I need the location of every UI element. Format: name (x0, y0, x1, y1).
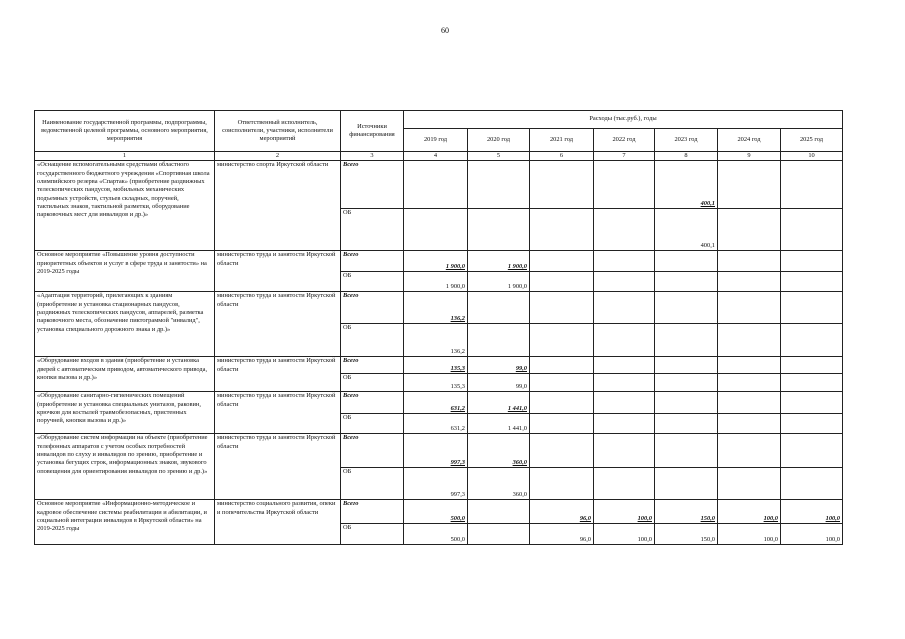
ob-value (781, 468, 843, 500)
total-value: 100,0 (781, 500, 843, 524)
total-value (781, 357, 843, 374)
source-ob-label: ОБ (341, 209, 404, 251)
ob-value (655, 324, 718, 357)
total-value (530, 161, 594, 209)
total-value: 100,0 (718, 500, 781, 524)
ob-value (718, 414, 781, 434)
source-total-label: Всего (341, 251, 404, 272)
total-value: 136,2 (404, 292, 468, 324)
ob-value: 1 900,0 (404, 272, 468, 292)
total-value (718, 392, 781, 414)
ob-value (594, 414, 655, 434)
ob-value: 1 900,0 (468, 272, 530, 292)
ob-value (718, 272, 781, 292)
activity-name: «Оборудование систем информации на объекте (приобретение телефонных аппаратов с учетом особых потребностей инвалидов по слуху и инвалидов по зрению, приобретение и установка бегущих строк, информационных знаков, звукового оповещения для ориентирования инвалидов по зрению и др.)» (35, 434, 215, 500)
ob-value (530, 414, 594, 434)
total-value (655, 292, 718, 324)
source-total-label: Всего (341, 392, 404, 414)
source-total-label: Всего (341, 500, 404, 524)
total-value (594, 434, 655, 468)
source-total-label: Всего (341, 434, 404, 468)
source-ob-label: ОБ (341, 324, 404, 357)
total-value (781, 251, 843, 272)
column-index: 7 (594, 152, 655, 161)
ob-value: 100,0 (594, 524, 655, 545)
table-row (35, 500, 843, 524)
total-value (718, 357, 781, 374)
ob-value (468, 524, 530, 545)
header-expenses: Расходы (тыс.руб.), годы (404, 111, 843, 129)
budget-table (34, 110, 843, 545)
ob-value (718, 468, 781, 500)
total-value (718, 434, 781, 468)
total-value: 100,0 (594, 500, 655, 524)
total-value: 1 441,0 (468, 392, 530, 414)
ob-value (718, 209, 781, 251)
source-ob-label: ОБ (341, 414, 404, 434)
header-year: 2024 год (718, 129, 781, 152)
total-value (594, 161, 655, 209)
ob-value: 100,0 (718, 524, 781, 545)
ob-value: 997,3 (404, 468, 468, 500)
ob-value (530, 374, 594, 392)
column-index: 4 (404, 152, 468, 161)
total-value: 135,3 (404, 357, 468, 374)
activity-name: «Оснащение вспомогательными средствами областного государственного бюджетного учреждения «Спортивная школа олимпийского резерва «Спартак» (приобретение раздвижных телескопических пандусов, мобильных механических подъемных устройств, стульев складных, поручней, тактильных знаков, тактильной разметки, оборудование парковочных мест для инвалидов и др.)» (35, 161, 215, 251)
ob-value (530, 272, 594, 292)
column-index: 1 (35, 152, 215, 161)
column-index: 6 (530, 152, 594, 161)
ob-value: 150,0 (655, 524, 718, 545)
total-value: 1 900,0 (468, 251, 530, 272)
column-index: 10 (781, 152, 843, 161)
source-total-label: Всего (341, 161, 404, 209)
total-value (655, 251, 718, 272)
ob-value: 360,0 (468, 468, 530, 500)
total-value (655, 357, 718, 374)
page-number: 60 (441, 26, 449, 35)
total-value (530, 392, 594, 414)
table-row (35, 434, 843, 468)
activity-name: Основное мероприятие «Информационно-методическое и кадровое обеспечение системы реабилитации и абилитации, и социальной интеграции инвалидов в Иркутской области» на 2019-2025 годы (35, 500, 215, 545)
executor: министерство труда и занятости Иркутской области (215, 434, 341, 500)
ob-value: 136,2 (404, 324, 468, 357)
header-year: 2021 год (530, 129, 594, 152)
total-value: 997,3 (404, 434, 468, 468)
total-value (530, 434, 594, 468)
header-name: Наименование государственной программы, подпрограммы, ведомственной целевой программы, основного мероприятия, мероприятия (35, 111, 215, 152)
ob-value (530, 468, 594, 500)
ob-value (781, 414, 843, 434)
table-row (35, 251, 843, 272)
source-ob-label: ОБ (341, 272, 404, 292)
ob-value (594, 209, 655, 251)
source-ob-label: ОБ (341, 524, 404, 545)
ob-value (781, 324, 843, 357)
ob-value (781, 209, 843, 251)
ob-value: 100,0 (781, 524, 843, 545)
total-value (468, 500, 530, 524)
ob-value: 400,1 (655, 209, 718, 251)
source-ob-label: ОБ (341, 374, 404, 392)
ob-value (655, 374, 718, 392)
header-executor: Ответственный исполнитель, соисполнители, участники, исполнители мероприятий (215, 111, 341, 152)
total-value (781, 392, 843, 414)
ob-value (530, 324, 594, 357)
ob-value (468, 209, 530, 251)
ob-value (594, 324, 655, 357)
ob-value (594, 468, 655, 500)
total-value: 99,0 (468, 357, 530, 374)
total-value (594, 392, 655, 414)
executor: министерство спорта Иркутской области (215, 161, 341, 251)
ob-value: 1 441,0 (468, 414, 530, 434)
executor: министерство труда и занятости Иркутской области (215, 392, 341, 434)
ob-value (594, 272, 655, 292)
column-index: 8 (655, 152, 718, 161)
ob-value: 631,2 (404, 414, 468, 434)
total-value: 1 900,0 (404, 251, 468, 272)
total-value (594, 357, 655, 374)
table-row (35, 357, 843, 374)
column-index: 5 (468, 152, 530, 161)
ob-value (655, 468, 718, 500)
total-value (781, 161, 843, 209)
header-year: 2019 год (404, 129, 468, 152)
total-value: 150,0 (655, 500, 718, 524)
ob-value (655, 414, 718, 434)
total-value (718, 161, 781, 209)
activity-name: «Оборудование входов в здания (приобретение и установка дверей с автоматическим приводом, автоматического привода, кнопки вызова и др.)» (35, 357, 215, 392)
table-row (35, 161, 843, 209)
total-value (468, 161, 530, 209)
ob-value: 500,0 (404, 524, 468, 545)
total-value (404, 161, 468, 209)
total-value (655, 392, 718, 414)
ob-value (718, 374, 781, 392)
table-row (35, 292, 843, 324)
total-value (655, 434, 718, 468)
total-value (718, 292, 781, 324)
executor: министерство труда и занятости Иркутской области (215, 357, 341, 392)
total-value (781, 434, 843, 468)
executor: министерство труда и занятости Иркутской области (215, 292, 341, 357)
source-ob-label: ОБ (341, 468, 404, 500)
header-year: 2025 год (781, 129, 843, 152)
ob-value (404, 209, 468, 251)
header-year: 2022 год (594, 129, 655, 152)
header-source: Источники финансирования (341, 111, 404, 152)
ob-value (781, 272, 843, 292)
column-index: 2 (215, 152, 341, 161)
column-index: 9 (718, 152, 781, 161)
table-row (35, 392, 843, 414)
ob-value (468, 324, 530, 357)
total-value (594, 251, 655, 272)
column-index: 3 (341, 152, 404, 161)
ob-value: 135,3 (404, 374, 468, 392)
header-year: 2023 год (655, 129, 718, 152)
header-year: 2020 год (468, 129, 530, 152)
ob-value (781, 374, 843, 392)
activity-name: «Адаптация территорий, прилегающих к зданиям (приобретение и установка стационарных пандусов, раздвижных телескопических пандусов, аппарелей, разметка парковочного места, обозначение пиктограммой "инвалид", установка специального дорожного знака и др.)» (35, 292, 215, 357)
table-header (35, 111, 843, 161)
total-value: 360,0 (468, 434, 530, 468)
activity-name: Основное мероприятие «Повышение уровня доступности приоритетных объектов и услуг в сфере труда и занятости» на 2019-2025 годы (35, 251, 215, 292)
table-body (35, 161, 843, 545)
executor: министерство труда и занятости Иркутской области (215, 251, 341, 292)
ob-value (718, 324, 781, 357)
ob-value: 96,0 (530, 524, 594, 545)
ob-value (594, 374, 655, 392)
total-value (718, 251, 781, 272)
source-total-label: Всего (341, 292, 404, 324)
total-value: 96,0 (530, 500, 594, 524)
ob-value (655, 272, 718, 292)
total-value (530, 251, 594, 272)
ob-value: 99,0 (468, 374, 530, 392)
total-value (468, 292, 530, 324)
ob-value (530, 209, 594, 251)
total-value (594, 292, 655, 324)
activity-name: «Оборудование санитарно-гигиенических помещений (приобретение и установка специальных унитазов, раковин, крючков для костылей травмобезопасных, пристенных поручней, кнопки вызова и др.)» (35, 392, 215, 434)
total-value (530, 357, 594, 374)
total-value (530, 292, 594, 324)
total-value: 400,1 (655, 161, 718, 209)
total-value: 631,2 (404, 392, 468, 414)
total-value (781, 292, 843, 324)
total-value: 500,0 (404, 500, 468, 524)
executor: министерство социального развития, опеки и попечительства Иркутской области (215, 500, 341, 545)
source-total-label: Всего (341, 357, 404, 374)
